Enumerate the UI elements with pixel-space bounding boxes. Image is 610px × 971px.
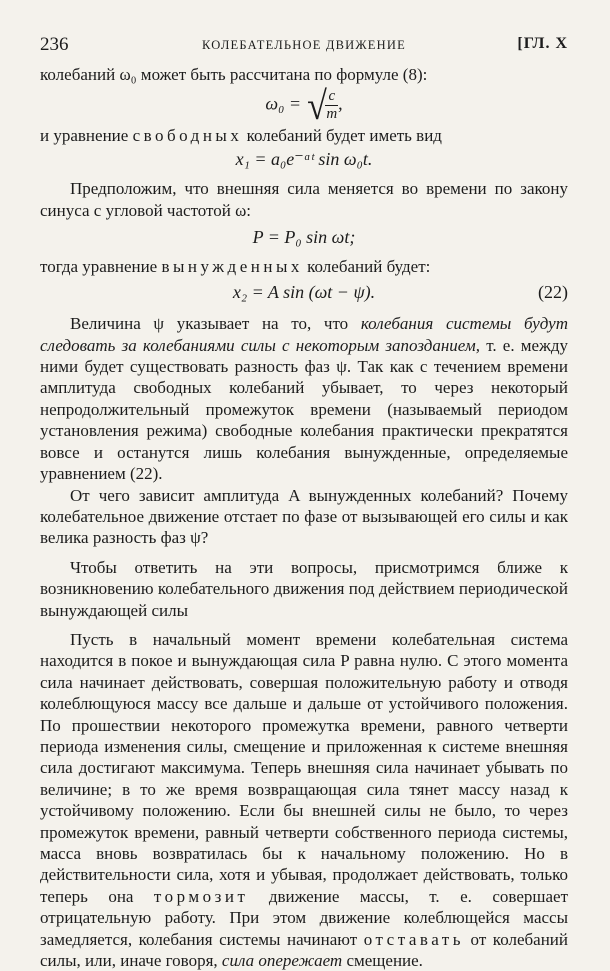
fraction: c m: [326, 88, 338, 123]
equation-number: (22): [538, 281, 568, 302]
sqrt-sign: √: [306, 83, 327, 129]
paragraph: Чтобы ответить на эти вопросы, присмотримся ближе к возникновению колебательного движения под действием периодической вынуждающей силы: [40, 557, 568, 620]
paragraph: и уравнение свободных колебаний будет иметь вид: [40, 126, 442, 146]
paragraph: Величина ψ указывает на то, что колебания системы будут следовать за колебаниями силы с некоторым запозданием, т. е. между ними будет существовать разность фаз ψ. Так как с течением времени амплитуда свободных колебаний убывает, то через некоторый непродолжительный промежуток времени (называемый периодом установления режима) свободные колебания практически прекратятся вовсе и останутся лишь колебания вынужденные, определяемые уравнением (22).: [40, 314, 568, 484]
formula-force: P = P₀ sin ωt;: [252, 227, 356, 248]
paragraph: тогда уравнение вынужденных колебаний будет:: [40, 257, 431, 277]
page-header: [40, 34, 568, 56]
page-number: 236: [40, 34, 69, 55]
formula-forced-oscillation: x₂ = A sin (ωt − ψ). (22): [232, 281, 568, 302]
page-body: [40, 64, 568, 971]
formula-free-oscillation: x₁ = a₀e⁻ᵅᵗ sin ω₀t.: [235, 148, 373, 169]
paragraph: Предположим, что внешняя сила меняется во времени по закону синуса с угловой частотой ω:: [40, 179, 568, 220]
chapter-label: [ГЛ. X: [517, 35, 568, 52]
paragraph: Пусть в начальный момент времени колебательная система находится в покое и вынуждающая сила P равна нулю. С этого момента сила начинает действовать, совершая положительную работу и отводя колеблющуюся массу все дальше и дальше от устойчивого положения. По прошествии некоторого промежутка времени, равного четверти периода изменения силы, смещение и приложенная к системе внешняя сила достигают максимума. Теперь внешняя сила начинает убывать по величине; в то же время возвращающая сила тянет массу назад к устойчивому положению. Если бы внешней силы не было, то через промежуток времени, равный четверти собственного периода системы, масса вновь возвратилась бы к начальному положению. Но в действительности сила, хотя и убывая, продолжает действовать, только теперь она тормозит движение массы, т. е. совершает отрицательную работу. При этом движение колеблющейся массы замедляется, колебания системы начинают отставать от колебаний силы, или, иначе говоря, сила опережает смещение.: [40, 629, 569, 971]
running-title: КОЛЕБАТЕЛЬНОЕ ДВИЖЕНИЕ: [202, 38, 406, 52]
formula-omega0: ω₀ = √ c m ,: [265, 83, 343, 129]
paragraph: колебаний ω₀ может быть рассчитана по формуле (8):: [40, 65, 428, 84]
paragraph: От чего зависит амплитуда A вынужденных колебаний? Почему колебательное движение отстает по фазе от вызывающей его силы и как велика разность фаз ψ?: [40, 485, 568, 548]
